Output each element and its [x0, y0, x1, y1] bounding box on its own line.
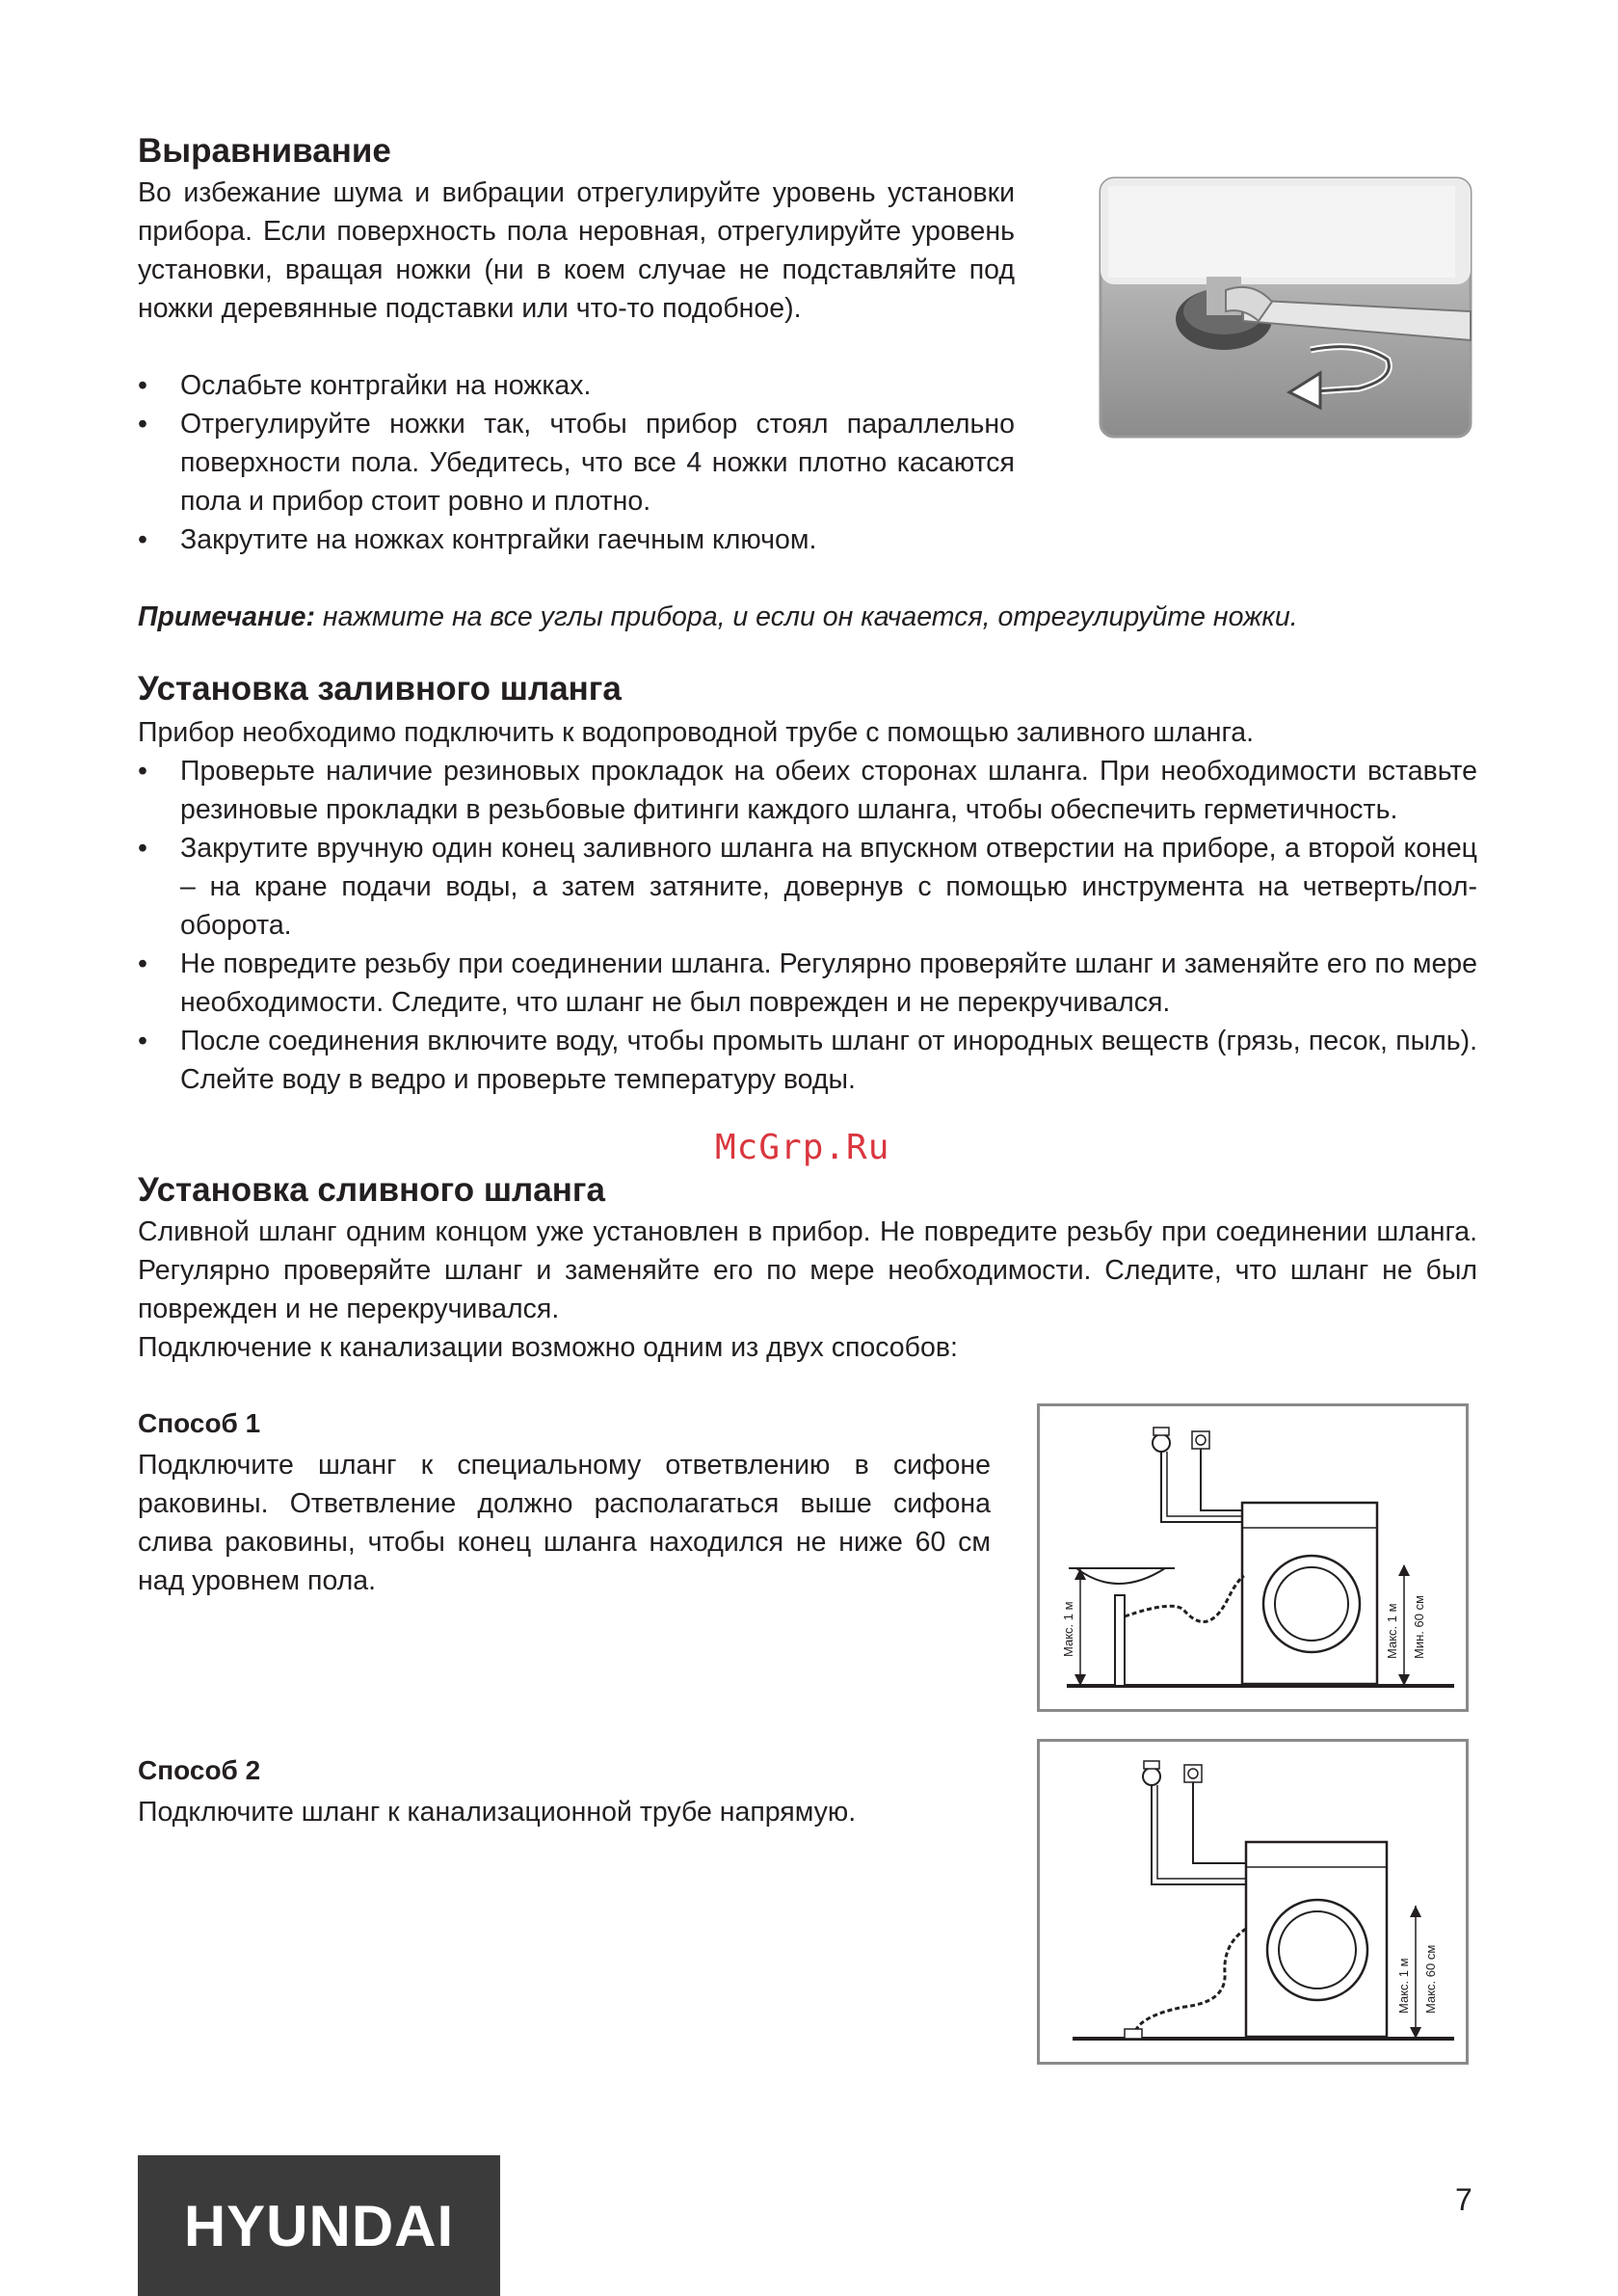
- brand-logo: HYUNDAI: [138, 2155, 500, 2296]
- leveling-note: [138, 598, 1487, 636]
- section-title-drain-hose: Установка сливного шланга: [138, 1171, 605, 1209]
- dimension-label: Макс. 1 м: [1396, 1958, 1411, 2014]
- method-1-title: Способ 1: [138, 1408, 261, 1438]
- section-title-inlet-hose: Установка заливного шланга: [138, 670, 622, 707]
- method-2-text: Подключите шланг к канализационной трубе напрямую.: [138, 1797, 857, 1828]
- dimension-label: Мин. 60 см: [1412, 1594, 1426, 1659]
- list-item: • После соединения включите воду, чтобы промыть шланг от инородных веществ (грязь, песок, пыль). Слейте воду в ведро и проверьте температуру воды.: [138, 1022, 1477, 1099]
- method-2-diagram: [1037, 1739, 1469, 2065]
- leveling-bullets: [138, 366, 1015, 559]
- page-number: 7: [1455, 2182, 1472, 2217]
- list-item: • Ослабьте контргайки на ножках.: [138, 366, 1015, 405]
- list-item: • Закрутите на ножках контргайки гаечным ключом.: [138, 521, 1015, 559]
- dimension-label: Макс. 1 м: [1061, 1601, 1075, 1657]
- watermark: McGrp.Ru: [715, 1128, 890, 1167]
- leveling-photo: [1099, 176, 1472, 439]
- list-item: • Не повредите резьбу при соединении шланга. Регулярно проверяйте шланг и заменяйте его по мере необходимости. Следите, что шланг не был поврежден и не перекручивался.: [138, 945, 1477, 1022]
- dimension-label: Макс. 1 м: [1385, 1603, 1399, 1659]
- section-title-leveling: Выравнивание: [138, 132, 391, 170]
- inlet-bullets: [138, 752, 1477, 1099]
- list-item: • Проверьте наличие резиновых прокладок на обеих сторонах шланга. При необходимости вставьте резиновые прокладки в резьбовые фитинги каждого шланга, чтобы обеспечить герметичность.: [138, 752, 1477, 829]
- list-item: • Отрегулируйте ножки так, чтобы прибор стоял параллельно поверхности пола. Убедитесь, что все 4 ножки плотно касаются пола и прибор стоит ровно и плотно.: [138, 405, 1015, 521]
- method-1-text: Подключите шланг к специальному ответвлению в сифоне раковины. Ответвление должно располагаться выше сифона слива раковины, чтобы конец шланга находился не ниже 60 см над уровнем пола.: [138, 1450, 991, 1596]
- method-2-title: Способ 2: [138, 1755, 261, 1785]
- list-item: • Закрутите вручную один конец заливного шланга на впускном отверстии на приборе, а второй конец – на кране подачи воды, а затем затяните, довернув с помощью инструмента на четверть/пол-оборота.: [138, 829, 1477, 945]
- note-label: Примечание:: [138, 601, 315, 632]
- dimension-label: Макс. 60 см: [1423, 1944, 1438, 2014]
- leveling-intro: Во избежание шума и вибрации отрегулируйте уровень установки прибора. Если поверхность пола неровная, отрегулируйте уровень установки, вращая ножки (ни в коем случае не подставляйте под ножки деревянные подставки или что-то подобное).: [138, 177, 1015, 324]
- drain-intro: Сливной шланг одним концом уже установлен в прибор. Не повредите резьбу при соединении шланга. Регулярно проверяйте шланг и заменяйте его по мере необходимости. Следите, что шланг не был поврежден и не перекручивался. Подключение к канализации возможно одним из двух способов:: [138, 1216, 1477, 1363]
- inlet-intro: Прибор необходимо подключить к водопроводной трубе с помощью заливного шланга.: [138, 717, 1255, 748]
- method-1-diagram: [1037, 1403, 1469, 1712]
- note-text: нажмите на все углы прибора, и если он качается, отрегулируйте ножки.: [314, 601, 1298, 632]
